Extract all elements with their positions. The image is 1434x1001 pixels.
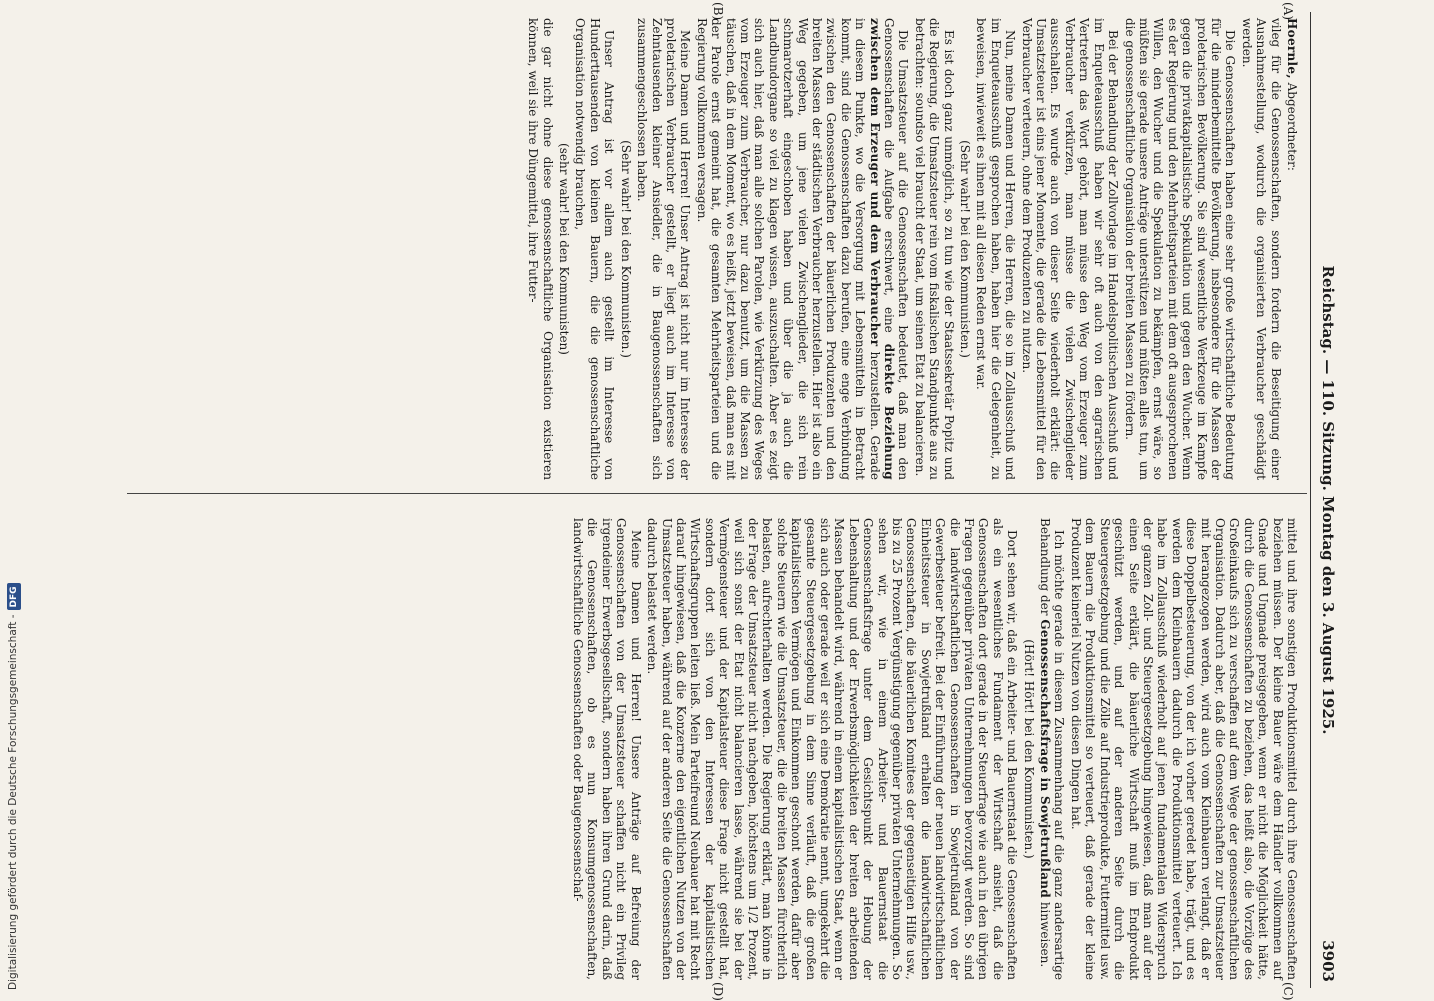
text-run: herzustellen. Gerade in diesem Punkte, wo die Versorgung mit Lebensmitteln in Betracht kommt, sind die Genossenschaften dazu berufen, eine enge Verbindung zwischen den Genossenschaften der bäuerlichen Produzenten und den breiten Massen der städtischen Verbraucher herzustellen. Hier ist also ein Weg gegeben, um jene vielen Zwischenglieder, die sich rein schmarotzerhaft eingeschoben haben und über die ja auch die Landbundorgane so viel zu klagen wissen, auszuschalten. Aber es zeigt sich auch hier, daß man alle solchen Parolen, wie Verkürzung des Weges vom Erzeuger zum Verbraucher, nur dazu benutzt, um die Massen zu täuschen, daß in dem Moment, wo es heißt, jetzt beweisen, daß man es mit der Parole ernst gemeint hat, die gesamten Mehrheitsparteien und die Regierung vollkommen versagen. <box>694 18 882 480</box>
margin-marker-d: (D) <box>711 982 725 1001</box>
right-column <box>569 518 1299 980</box>
paragraph: Unser Antrag ist vor allem auch gestellt im Interesse von Hunderttausenden von kleinen Bauern, die die genossenschaftliche Organisation notwendig brauchen, <box>573 18 617 480</box>
paragraph: vileg für die Genossenschaften, sondern fordern die Beseitigung einer Ausnahmestellung, wodurch die organisierten Verbraucher geschädigt werden. <box>1239 18 1283 480</box>
text-run: Die Umsatzsteuer auf die Genossenschaften bedeutet, daß man den Genossenschaften die Aufgabe erschwert, eine <box>882 18 911 480</box>
paragraph: Nun, meine Damen und Herren, die Herren, die so im Zollausschuß und im Enqueteausschuß gesprochen haben, haben hier die Gelegenheit, zu beweisen, inwieweit es ihnen mit all diesen Reden ernst war. <box>974 18 1018 480</box>
interjection: (Sehr wahr! bei den Kommunisten.) <box>958 140 973 358</box>
paragraph: Dort sehen wir, daß ein Arbeiter- und Bauernstaat die Genossenschaften als ein wesentliches Fundament der Wirtschaft ansieht, daß die Genossenschaften dort gerade in der Steuerfrage wie auch in den übrigen Fragen gegenüber privaten Unternehmungen bevorzugt werden. So sind die landwirtschaftlichen Genossenschaften in Sowjetrußland von der Gewerbesteuer befreit. Bei der Einführung der neuen landwirtschaftlichen Einheitssteuer in Sowjetrußland erhalten die landwirtschaftlichen Genossenschaften, die bäuerlichen Komitees der gegenseitigen Hilfe usw., bis zu 25 Prozent Vergünstigung gegenüber privaten Unternehmungen. So sehen wir, wie in einem Arbeiter- und Bauernstaat die Genossenschaftsfrage unter dem Gesichtspunkt der Hebung der Lebenshaltung und der Erwerbsmöglichkeiten der breiten arbeitenden Massen behandelt wird, während in einem kapitalistischen Staat, wenn er sich auch oder gerade weil er sich eine Demokratie nennt, umgekehrt die gesamte Steuergesetzgebung in dem Sinne verläuft, daß die großen kapitalistischen Vermögen und Einkommen geschont werden, dafür aber solche Steuern wie die Umsatzsteuer, die die breiten Massen fürchterlich belasten, aufrechterhalten werden. Die Regierung erklärt, man könne in der Frage der Umsatzsteuer nicht nachgeben, höchstens um 1/2 Prozent, weil sich sonst der Etat nicht balancieren lasse, während sie bei der Vermögensteuer und der Kapitalsteuer diese Frage nicht gestellt hat, sondern dort sich von den Interessen der kapitalistischen Wirtschaftsgruppen leiten ließ. Mein Parteifreund Neubauer hat mit Recht darauf hingewiesen, daß die Konzerne den eigentlichen Nutzen von der Umsatzsteuer haben, während auf der anderen Seite die Genossenschaften dadurch belastet werden. <box>645 518 1020 980</box>
paragraph: mittel und ihre sonstigen Produktionsmittel durch ihre Genossenschaften beziehen müssen. Der kleine Bauer wäre dem Händler vollkommen auf Gnade und Ungnade preisgegeben, wenn er nicht die Möglichkeit hätte, durch die Genossenschaften zu beziehen, das heißt also, die Vorzüge des Großeinkaufs sich zu verschaffen auf dem Wege der genossenschaftlichen Organisation. Dadurch aber, daß die Genossenschaften zur Umsatzsteuer mit herangezogen werden, wird auch vom Kleinbauern verlangt, daß er diese Doppelbesteuerung, von der ich vorher geredet habe, trägt, und es werden dem Kleinbauern dadurch die Produktionsmittel verteuert. Ich habe im Zollausschuß wiederholt auf jenen fundamentalen Widerspruch der ganzen Zoll- und Steuergesetzgebung hingewiesen, daß man auf der einen Seite erklärt, die bäuerliche Wirtschaft muß im Endprodukt geschützt werden, und auf der anderen Seite durch die Steuergesetzgebung und die Zölle auf Industrieprodukte, Futtermittel usw. dem Bauern die Produktionsmittel so verteuert, daß gerade der kleine Produzent keinerlei Nutzen von diesen Dingen hat. <box>1068 518 1299 980</box>
margin-marker-c: (C) <box>1281 982 1295 1001</box>
paragraph <box>694 18 910 480</box>
digitization-credit <box>6 583 21 990</box>
paragraph: die gar nicht ohne diese genossenschaftliche Organisation existieren können, weil sie ihre Düngemittel, ihre Futter- <box>526 18 555 480</box>
page-number: 3903 <box>1319 940 1337 982</box>
paragraph: Bei der Behandlung der Zollvorlage im Handelspolitischen Ausschuß und im Enqueteausschuß haben wir sehr oft auch von den agrarischen Vertretern das Wort gehört, man müsse den Weg vom Erzeuger zum Verbraucher verkürzen, man müsse die vielen Zwischenglieder ausschalten. Es wurde auch von dieser Seite wiederholt erklärt: die Umsatzsteuer ist eins jener Momente, die gerade die Lebensmittel für den Verbraucher verteuern, ohne dem Produzenten zu nutzen. <box>1019 18 1121 480</box>
left-column <box>524 18 1299 480</box>
paragraph: Die Genossenschaften haben eine sehr große wirtschaftliche Bedeutung für die minderbemittelte Bevölkerung, insbesondere für die Massen der proletarischen Bevölkerung. Sie sind wesentliche Werkzeuge im Kampfe gegen die privatkapitalistische Spekulation und gegen den Wucher. Wenn es der Regierung und den Mehrheitsparteien mit dem oft ausgesprochenen Willen, den Wucher und die Spekulation zu bekämpfen, ernst wäre, so müßten sie gerade unsere Anträge unterstützen und müßten alles tun, um die genossenschaftliche Organisation der breiten Massen zu fördern. <box>1122 18 1238 480</box>
interjection: (Hört! Hört! bei den Kommunisten.) <box>1021 639 1036 859</box>
document-page <box>115 0 1365 1000</box>
interjection: (Sehr wahr! bei den Kommunisten.) <box>618 140 633 358</box>
header-rule <box>1310 12 1311 988</box>
digitization-credit-text: Digitalisierung gefördert durch die Deutsche Forschungsgemeinschaft - <box>7 614 19 990</box>
paragraph: Es ist doch ganz unmöglich, so zu tun wie der Staatssekretär Popitz und die Regierung, die Umsatzsteuer rein vom fiskalischen Standpunkte aus zu betrachten: soundso viel braucht der Staat, um seinen Etat zu balancieren. <box>912 18 956 480</box>
emphasis: Genossenschaftsfrage in Sowjetrußland <box>1038 619 1053 899</box>
text-run: hinweisen. <box>1038 898 1053 968</box>
column-divider <box>127 493 1307 494</box>
speaker-note: Abgeordneter: <box>1285 78 1299 171</box>
page-title: Reichstag. — 110. Sitzung. Montag den 3. August 1925. <box>1319 265 1337 735</box>
interjection: (sehr wahr! bei den Kommunisten) <box>557 143 572 355</box>
paragraph <box>1285 18 1299 480</box>
text-run: Ich möchte gerade in diesem Zusammenhang auf die ganz andersartige Behandlung der <box>1038 518 1067 980</box>
dfg-logo: DFG <box>7 583 21 610</box>
margin-marker-a: (A) <box>1281 2 1295 21</box>
margin-marker-b: (B) <box>711 2 725 21</box>
paragraph <box>1038 518 1067 980</box>
paragraph: Meine Damen und Herren! Unser Antrag ist nicht nur im Interesse der proletarischen Verbraucher gestellt, er liegt auch im Interesse von Zehntausenden kleiner Ansiedler, die in Baugenossenschaften sich zusammengeschlossen haben. <box>635 18 693 480</box>
paragraph: Meine Damen und Herren! Unsere Anträge auf Befreiung der Genossenschaften von der Umsatzsteuer schaffen nicht ein Privileg irgendeiner Erwerbsgesellschaft, sondern haben ihren Grund darin, daß die Genossenschaften, ob es nun Konsumgenossenschaften, landwirtschaftliche Genossenschaften oder Baugenossenschaf- <box>571 518 643 980</box>
page-header <box>1315 12 1337 988</box>
emphasis: direkte Beziehung zwischen dem Erzeuger und dem Verbraucher <box>867 18 897 480</box>
speaker-name: Hoernle, <box>1285 18 1299 79</box>
